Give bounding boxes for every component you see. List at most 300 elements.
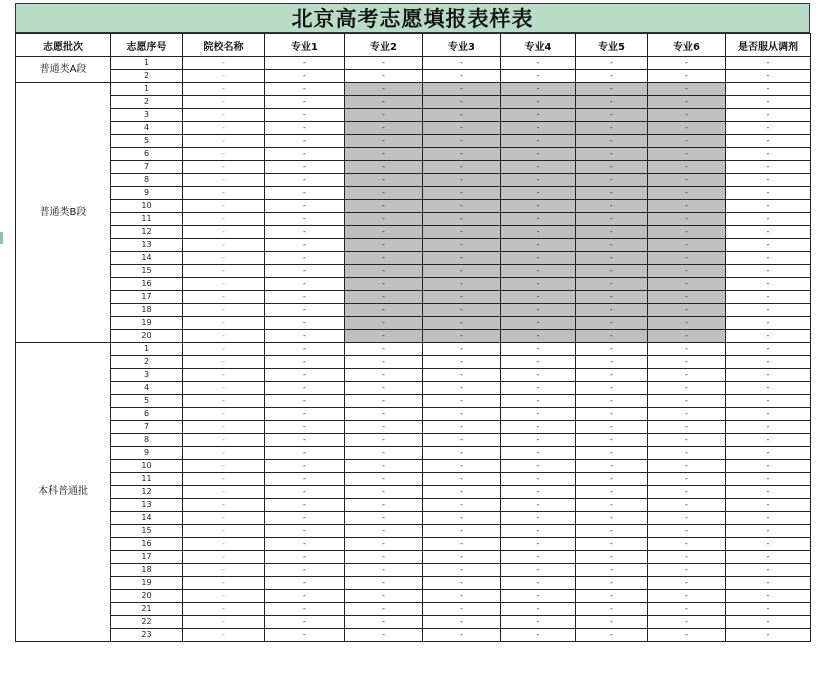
adjust-cell[interactable]: -	[726, 460, 811, 473]
major-1-cell[interactable]: -	[265, 70, 345, 83]
major-1-cell[interactable]: -	[265, 265, 345, 278]
major-6-cell[interactable]: -	[648, 590, 726, 603]
major-5-cell[interactable]: -	[576, 200, 648, 213]
adjust-cell[interactable]: -	[726, 447, 811, 460]
major-1-cell[interactable]: -	[265, 499, 345, 512]
major-1-cell[interactable]: -	[265, 382, 345, 395]
major-2-cell[interactable]: -	[345, 369, 423, 382]
major-1-cell[interactable]: -	[265, 369, 345, 382]
major-6-cell[interactable]: -	[648, 252, 726, 265]
school-cell[interactable]: -	[183, 603, 265, 616]
major-2-cell[interactable]: -	[345, 629, 423, 642]
adjust-cell[interactable]: -	[726, 200, 811, 213]
major-6-cell[interactable]: -	[648, 161, 726, 174]
major-1-cell[interactable]: -	[265, 408, 345, 421]
major-4-cell[interactable]: -	[501, 356, 576, 369]
major-5-cell[interactable]: -	[576, 421, 648, 434]
order-cell[interactable]: 9	[111, 187, 183, 200]
major-4-cell[interactable]: -	[501, 382, 576, 395]
major-6-cell[interactable]: -	[648, 317, 726, 330]
major-5-cell[interactable]: -	[576, 330, 648, 343]
major-3-cell[interactable]: -	[423, 382, 501, 395]
order-cell[interactable]: 15	[111, 265, 183, 278]
adjust-cell[interactable]: -	[726, 473, 811, 486]
major-3-cell[interactable]: -	[423, 265, 501, 278]
school-cell[interactable]: -	[183, 148, 265, 161]
major-6-cell[interactable]: -	[648, 447, 726, 460]
order-cell[interactable]: 1	[111, 83, 183, 96]
school-cell[interactable]: -	[183, 122, 265, 135]
major-5-cell[interactable]: -	[576, 278, 648, 291]
major-3-cell[interactable]: -	[423, 304, 501, 317]
major-2-cell[interactable]: -	[345, 226, 423, 239]
major-2-cell[interactable]: -	[345, 447, 423, 460]
school-cell[interactable]: -	[183, 265, 265, 278]
order-cell[interactable]: 4	[111, 382, 183, 395]
major-2-cell[interactable]: -	[345, 200, 423, 213]
major-3-cell[interactable]: -	[423, 70, 501, 83]
major-4-cell[interactable]: -	[501, 421, 576, 434]
major-5-cell[interactable]: -	[576, 447, 648, 460]
major-1-cell[interactable]: -	[265, 200, 345, 213]
major-3-cell[interactable]: -	[423, 564, 501, 577]
order-cell[interactable]: 13	[111, 239, 183, 252]
batch-cell[interactable]: 普通类B段	[16, 83, 111, 343]
adjust-cell[interactable]: -	[726, 512, 811, 525]
major-3-cell[interactable]: -	[423, 356, 501, 369]
order-cell[interactable]: 2	[111, 70, 183, 83]
major-2-cell[interactable]: -	[345, 161, 423, 174]
major-4-cell[interactable]: -	[501, 512, 576, 525]
batch-cell[interactable]: 本科普通批	[16, 343, 111, 642]
major-6-cell[interactable]: -	[648, 616, 726, 629]
major-5-cell[interactable]: -	[576, 252, 648, 265]
adjust-cell[interactable]: -	[726, 603, 811, 616]
major-2-cell[interactable]: -	[345, 538, 423, 551]
adjust-cell[interactable]: -	[726, 252, 811, 265]
major-4-cell[interactable]: -	[501, 460, 576, 473]
header-major-4[interactable]: 专业4	[501, 34, 576, 57]
major-3-cell[interactable]: -	[423, 460, 501, 473]
major-4-cell[interactable]: -	[501, 395, 576, 408]
major-4-cell[interactable]: -	[501, 174, 576, 187]
major-1-cell[interactable]: -	[265, 421, 345, 434]
major-2-cell[interactable]: -	[345, 135, 423, 148]
major-1-cell[interactable]: -	[265, 213, 345, 226]
order-cell[interactable]: 4	[111, 122, 183, 135]
major-5-cell[interactable]: -	[576, 174, 648, 187]
major-5-cell[interactable]: -	[576, 473, 648, 486]
major-3-cell[interactable]: -	[423, 421, 501, 434]
major-1-cell[interactable]: -	[265, 616, 345, 629]
major-3-cell[interactable]: -	[423, 278, 501, 291]
major-6-cell[interactable]: -	[648, 408, 726, 421]
adjust-cell[interactable]: -	[726, 226, 811, 239]
major-6-cell[interactable]: -	[648, 213, 726, 226]
major-6-cell[interactable]: -	[648, 265, 726, 278]
major-4-cell[interactable]: -	[501, 499, 576, 512]
major-3-cell[interactable]: -	[423, 226, 501, 239]
major-6-cell[interactable]: -	[648, 486, 726, 499]
major-1-cell[interactable]: -	[265, 447, 345, 460]
major-5-cell[interactable]: -	[576, 239, 648, 252]
school-cell[interactable]: -	[183, 629, 265, 642]
adjust-cell[interactable]: -	[726, 96, 811, 109]
major-2-cell[interactable]: -	[345, 421, 423, 434]
school-cell[interactable]: -	[183, 252, 265, 265]
order-cell[interactable]: 3	[111, 109, 183, 122]
adjust-cell[interactable]: -	[726, 577, 811, 590]
major-3-cell[interactable]: -	[423, 252, 501, 265]
major-3-cell[interactable]: -	[423, 434, 501, 447]
school-cell[interactable]: -	[183, 486, 265, 499]
major-3-cell[interactable]: -	[423, 330, 501, 343]
major-4-cell[interactable]: -	[501, 278, 576, 291]
order-cell[interactable]: 9	[111, 447, 183, 460]
major-3-cell[interactable]: -	[423, 616, 501, 629]
major-6-cell[interactable]: -	[648, 187, 726, 200]
major-2-cell[interactable]: -	[345, 239, 423, 252]
order-cell[interactable]: 2	[111, 356, 183, 369]
order-cell[interactable]: 11	[111, 213, 183, 226]
major-2-cell[interactable]: -	[345, 512, 423, 525]
order-cell[interactable]: 21	[111, 603, 183, 616]
major-6-cell[interactable]: -	[648, 70, 726, 83]
major-6-cell[interactable]: -	[648, 109, 726, 122]
major-5-cell[interactable]: -	[576, 96, 648, 109]
major-1-cell[interactable]: -	[265, 577, 345, 590]
major-6-cell[interactable]: -	[648, 148, 726, 161]
school-cell[interactable]: -	[183, 512, 265, 525]
school-cell[interactable]: -	[183, 304, 265, 317]
major-3-cell[interactable]: -	[423, 499, 501, 512]
order-cell[interactable]: 7	[111, 161, 183, 174]
major-6-cell[interactable]: -	[648, 330, 726, 343]
major-2-cell[interactable]: -	[345, 57, 423, 70]
major-2-cell[interactable]: -	[345, 291, 423, 304]
major-2-cell[interactable]: -	[345, 109, 423, 122]
header-adjust[interactable]: 是否服从调剂	[726, 34, 811, 57]
order-cell[interactable]: 6	[111, 148, 183, 161]
major-6-cell[interactable]: -	[648, 83, 726, 96]
major-5-cell[interactable]: -	[576, 382, 648, 395]
major-2-cell[interactable]: -	[345, 460, 423, 473]
major-2-cell[interactable]: -	[345, 343, 423, 356]
major-5-cell[interactable]: -	[576, 486, 648, 499]
major-4-cell[interactable]: -	[501, 122, 576, 135]
major-2-cell[interactable]: -	[345, 278, 423, 291]
major-5-cell[interactable]: -	[576, 148, 648, 161]
major-6-cell[interactable]: -	[648, 421, 726, 434]
order-cell[interactable]: 17	[111, 291, 183, 304]
major-2-cell[interactable]: -	[345, 590, 423, 603]
school-cell[interactable]: -	[183, 343, 265, 356]
major-6-cell[interactable]: -	[648, 473, 726, 486]
major-4-cell[interactable]: -	[501, 109, 576, 122]
major-4-cell[interactable]: -	[501, 473, 576, 486]
major-3-cell[interactable]: -	[423, 577, 501, 590]
major-5-cell[interactable]: -	[576, 590, 648, 603]
major-1-cell[interactable]: -	[265, 226, 345, 239]
major-5-cell[interactable]: -	[576, 564, 648, 577]
major-4-cell[interactable]: -	[501, 317, 576, 330]
adjust-cell[interactable]: -	[726, 369, 811, 382]
major-5-cell[interactable]: -	[576, 434, 648, 447]
major-4-cell[interactable]: -	[501, 213, 576, 226]
adjust-cell[interactable]: -	[726, 278, 811, 291]
adjust-cell[interactable]: -	[726, 434, 811, 447]
major-3-cell[interactable]: -	[423, 525, 501, 538]
school-cell[interactable]: -	[183, 109, 265, 122]
major-5-cell[interactable]: -	[576, 369, 648, 382]
school-cell[interactable]: -	[183, 239, 265, 252]
major-2-cell[interactable]: -	[345, 213, 423, 226]
school-cell[interactable]: -	[183, 161, 265, 174]
adjust-cell[interactable]: -	[726, 343, 811, 356]
adjust-cell[interactable]: -	[726, 382, 811, 395]
major-4-cell[interactable]: -	[501, 239, 576, 252]
major-6-cell[interactable]: -	[648, 356, 726, 369]
school-cell[interactable]: -	[183, 70, 265, 83]
major-1-cell[interactable]: -	[265, 109, 345, 122]
school-cell[interactable]: -	[183, 421, 265, 434]
school-cell[interactable]: -	[183, 395, 265, 408]
major-2-cell[interactable]: -	[345, 148, 423, 161]
school-cell[interactable]: -	[183, 473, 265, 486]
adjust-cell[interactable]: -	[726, 486, 811, 499]
major-3-cell[interactable]: -	[423, 629, 501, 642]
major-3-cell[interactable]: -	[423, 369, 501, 382]
adjust-cell[interactable]: -	[726, 148, 811, 161]
major-1-cell[interactable]: -	[265, 122, 345, 135]
major-6-cell[interactable]: -	[648, 291, 726, 304]
order-cell[interactable]: 18	[111, 564, 183, 577]
major-2-cell[interactable]: -	[345, 616, 423, 629]
major-4-cell[interactable]: -	[501, 200, 576, 213]
major-2-cell[interactable]: -	[345, 96, 423, 109]
school-cell[interactable]: -	[183, 499, 265, 512]
major-6-cell[interactable]: -	[648, 538, 726, 551]
major-6-cell[interactable]: -	[648, 564, 726, 577]
order-cell[interactable]: 1	[111, 57, 183, 70]
major-2-cell[interactable]: -	[345, 304, 423, 317]
school-cell[interactable]: -	[183, 226, 265, 239]
major-2-cell[interactable]: -	[345, 395, 423, 408]
adjust-cell[interactable]: -	[726, 161, 811, 174]
major-3-cell[interactable]: -	[423, 343, 501, 356]
major-3-cell[interactable]: -	[423, 213, 501, 226]
major-4-cell[interactable]: -	[501, 343, 576, 356]
major-3-cell[interactable]: -	[423, 317, 501, 330]
major-6-cell[interactable]: -	[648, 174, 726, 187]
school-cell[interactable]: -	[183, 187, 265, 200]
major-1-cell[interactable]: -	[265, 135, 345, 148]
order-cell[interactable]: 10	[111, 200, 183, 213]
adjust-cell[interactable]: -	[726, 239, 811, 252]
order-cell[interactable]: 20	[111, 330, 183, 343]
major-6-cell[interactable]: -	[648, 369, 726, 382]
school-cell[interactable]: -	[183, 291, 265, 304]
major-1-cell[interactable]: -	[265, 486, 345, 499]
major-2-cell[interactable]: -	[345, 252, 423, 265]
major-3-cell[interactable]: -	[423, 291, 501, 304]
order-cell[interactable]: 11	[111, 473, 183, 486]
school-cell[interactable]: -	[183, 200, 265, 213]
major-3-cell[interactable]: -	[423, 239, 501, 252]
major-3-cell[interactable]: -	[423, 473, 501, 486]
school-cell[interactable]: -	[183, 213, 265, 226]
adjust-cell[interactable]: -	[726, 265, 811, 278]
major-4-cell[interactable]: -	[501, 447, 576, 460]
order-cell[interactable]: 8	[111, 174, 183, 187]
major-2-cell[interactable]: -	[345, 317, 423, 330]
adjust-cell[interactable]: -	[726, 291, 811, 304]
order-cell[interactable]: 12	[111, 486, 183, 499]
major-2-cell[interactable]: -	[345, 356, 423, 369]
major-4-cell[interactable]: -	[501, 486, 576, 499]
major-1-cell[interactable]: -	[265, 239, 345, 252]
major-1-cell[interactable]: -	[265, 96, 345, 109]
major-1-cell[interactable]: -	[265, 304, 345, 317]
major-5-cell[interactable]: -	[576, 512, 648, 525]
major-6-cell[interactable]: -	[648, 525, 726, 538]
major-1-cell[interactable]: -	[265, 252, 345, 265]
adjust-cell[interactable]: -	[726, 395, 811, 408]
major-2-cell[interactable]: -	[345, 70, 423, 83]
major-3-cell[interactable]: -	[423, 603, 501, 616]
major-5-cell[interactable]: -	[576, 629, 648, 642]
school-cell[interactable]: -	[183, 96, 265, 109]
major-3-cell[interactable]: -	[423, 187, 501, 200]
adjust-cell[interactable]: -	[726, 213, 811, 226]
major-2-cell[interactable]: -	[345, 473, 423, 486]
major-6-cell[interactable]: -	[648, 57, 726, 70]
major-1-cell[interactable]: -	[265, 629, 345, 642]
major-4-cell[interactable]: -	[501, 135, 576, 148]
major-5-cell[interactable]: -	[576, 538, 648, 551]
order-cell[interactable]: 5	[111, 135, 183, 148]
major-5-cell[interactable]: -	[576, 603, 648, 616]
header-major-2[interactable]: 专业2	[345, 34, 423, 57]
major-2-cell[interactable]: -	[345, 434, 423, 447]
major-6-cell[interactable]: -	[648, 226, 726, 239]
header-major-6[interactable]: 专业6	[648, 34, 726, 57]
major-2-cell[interactable]: -	[345, 408, 423, 421]
major-5-cell[interactable]: -	[576, 460, 648, 473]
order-cell[interactable]: 16	[111, 538, 183, 551]
order-cell[interactable]: 7	[111, 421, 183, 434]
adjust-cell[interactable]: -	[726, 356, 811, 369]
major-3-cell[interactable]: -	[423, 109, 501, 122]
major-1-cell[interactable]: -	[265, 57, 345, 70]
major-6-cell[interactable]: -	[648, 122, 726, 135]
major-1-cell[interactable]: -	[265, 538, 345, 551]
order-cell[interactable]: 14	[111, 512, 183, 525]
major-1-cell[interactable]: -	[265, 512, 345, 525]
major-2-cell[interactable]: -	[345, 83, 423, 96]
major-2-cell[interactable]: -	[345, 486, 423, 499]
major-3-cell[interactable]: -	[423, 135, 501, 148]
major-3-cell[interactable]: -	[423, 408, 501, 421]
major-4-cell[interactable]: -	[501, 538, 576, 551]
major-4-cell[interactable]: -	[501, 187, 576, 200]
adjust-cell[interactable]: -	[726, 590, 811, 603]
school-cell[interactable]: -	[183, 538, 265, 551]
school-cell[interactable]: -	[183, 57, 265, 70]
header-school[interactable]: 院校名称	[183, 34, 265, 57]
order-cell[interactable]: 17	[111, 551, 183, 564]
major-5-cell[interactable]: -	[576, 161, 648, 174]
adjust-cell[interactable]: -	[726, 330, 811, 343]
order-cell[interactable]: 15	[111, 525, 183, 538]
major-6-cell[interactable]: -	[648, 135, 726, 148]
major-4-cell[interactable]: -	[501, 161, 576, 174]
major-2-cell[interactable]: -	[345, 187, 423, 200]
major-5-cell[interactable]: -	[576, 265, 648, 278]
major-3-cell[interactable]: -	[423, 83, 501, 96]
major-5-cell[interactable]: -	[576, 356, 648, 369]
school-cell[interactable]: -	[183, 564, 265, 577]
major-6-cell[interactable]: -	[648, 434, 726, 447]
major-4-cell[interactable]: -	[501, 252, 576, 265]
major-2-cell[interactable]: -	[345, 499, 423, 512]
major-1-cell[interactable]: -	[265, 317, 345, 330]
major-5-cell[interactable]: -	[576, 616, 648, 629]
batch-cell[interactable]: 普通类A段	[16, 57, 111, 83]
major-5-cell[interactable]: -	[576, 83, 648, 96]
major-4-cell[interactable]: -	[501, 590, 576, 603]
order-cell[interactable]: 2	[111, 96, 183, 109]
major-6-cell[interactable]: -	[648, 278, 726, 291]
major-1-cell[interactable]: -	[265, 148, 345, 161]
major-1-cell[interactable]: -	[265, 187, 345, 200]
header-major-3[interactable]: 专业3	[423, 34, 501, 57]
major-1-cell[interactable]: -	[265, 161, 345, 174]
school-cell[interactable]: -	[183, 447, 265, 460]
order-cell[interactable]: 10	[111, 460, 183, 473]
major-1-cell[interactable]: -	[265, 564, 345, 577]
school-cell[interactable]: -	[183, 330, 265, 343]
school-cell[interactable]: -	[183, 135, 265, 148]
major-3-cell[interactable]: -	[423, 395, 501, 408]
adjust-cell[interactable]: -	[726, 304, 811, 317]
header-major-1[interactable]: 专业1	[265, 34, 345, 57]
adjust-cell[interactable]: -	[726, 57, 811, 70]
order-cell[interactable]: 3	[111, 369, 183, 382]
major-6-cell[interactable]: -	[648, 460, 726, 473]
major-5-cell[interactable]: -	[576, 135, 648, 148]
major-5-cell[interactable]: -	[576, 187, 648, 200]
major-1-cell[interactable]: -	[265, 278, 345, 291]
order-cell[interactable]: 23	[111, 629, 183, 642]
major-2-cell[interactable]: -	[345, 603, 423, 616]
school-cell[interactable]: -	[183, 577, 265, 590]
school-cell[interactable]: -	[183, 174, 265, 187]
major-5-cell[interactable]: -	[576, 291, 648, 304]
header-batch[interactable]: 志愿批次	[16, 34, 111, 57]
major-1-cell[interactable]: -	[265, 473, 345, 486]
adjust-cell[interactable]: -	[726, 109, 811, 122]
major-4-cell[interactable]: -	[501, 265, 576, 278]
major-2-cell[interactable]: -	[345, 122, 423, 135]
major-4-cell[interactable]: -	[501, 369, 576, 382]
major-2-cell[interactable]: -	[345, 330, 423, 343]
major-1-cell[interactable]: -	[265, 460, 345, 473]
major-1-cell[interactable]: -	[265, 525, 345, 538]
school-cell[interactable]: -	[183, 551, 265, 564]
major-1-cell[interactable]: -	[265, 330, 345, 343]
major-1-cell[interactable]: -	[265, 551, 345, 564]
